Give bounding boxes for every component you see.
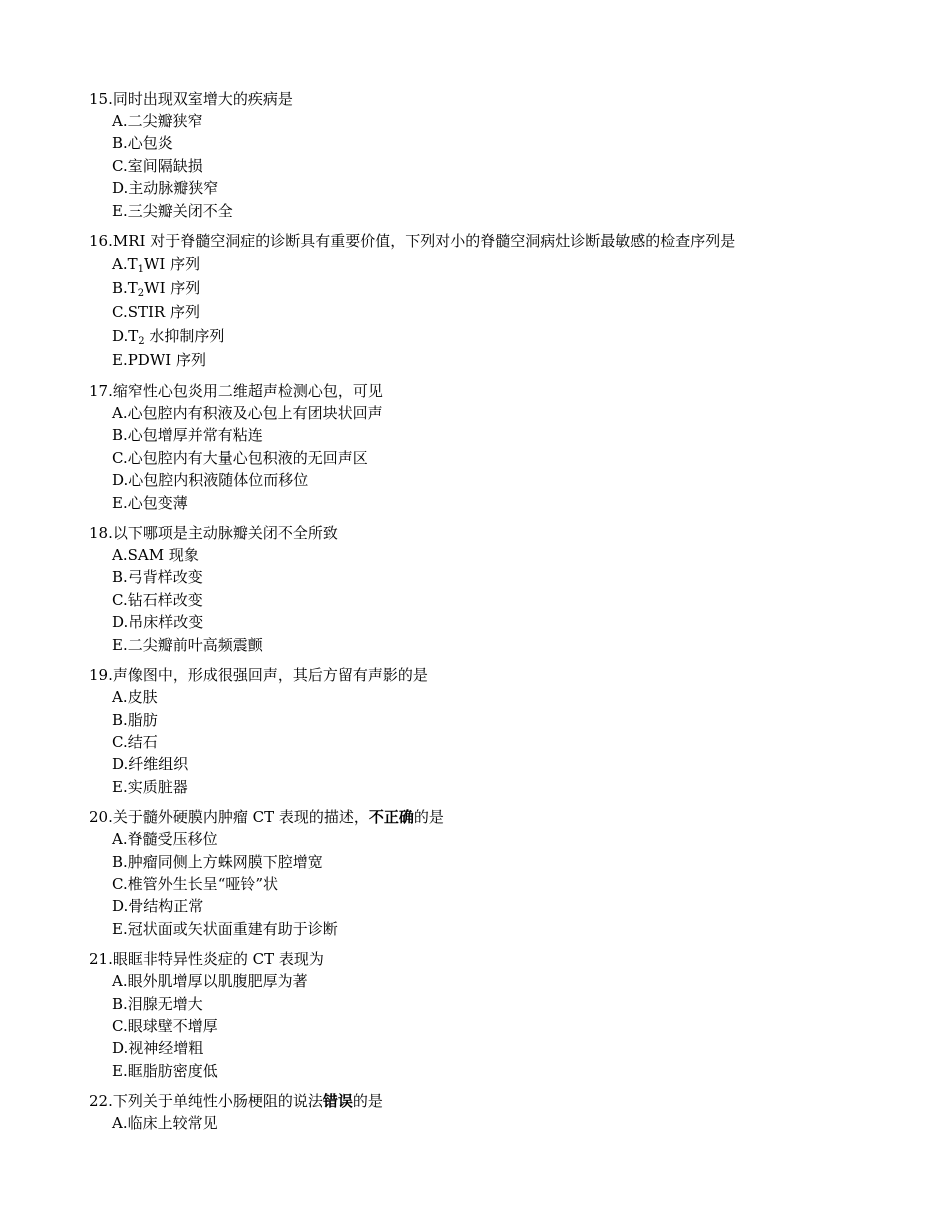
option-e: E.二尖瓣前叶高频震颤 (112, 635, 263, 654)
option-c: C.椎管外生长呈“哑铃”状 (112, 874, 279, 893)
option-d: D.主动脉瓣狭窄 (112, 179, 219, 198)
option-e: E.冠状面或矢状面重建有助于诊断 (112, 919, 338, 938)
option-list (89, 252, 889, 372)
option-a: $A.T_1WI$ 序列 (112, 255, 201, 276)
option-b: B.弓背样改变 (112, 568, 203, 587)
option-a: A.二尖瓣狭窄 (112, 112, 203, 130)
option-c: C.眼球壁不增厚 (112, 1016, 218, 1035)
option-a: A.SAM 现象 (112, 546, 199, 565)
option-list (89, 828, 889, 940)
option-c: C.STIR 序列 (112, 303, 200, 322)
option-b: B.泪腺无增大 (112, 994, 203, 1013)
option-list (89, 544, 889, 656)
question-21 (89, 948, 889, 1082)
question-stem: 19.声像图中，形成很强回声，其后方留有声影的是 (89, 666, 428, 685)
option-e: E.实质脏器 (112, 777, 188, 796)
question-19 (89, 664, 889, 798)
exam-page (89, 88, 889, 1143)
option-e: E.心包变薄 (112, 493, 188, 512)
option-d: D.纤维组织 (112, 755, 189, 774)
option-a: A.脊髓受压移位 (112, 830, 218, 849)
option-list (89, 686, 889, 798)
option-b: B.心包炎 (112, 134, 173, 153)
option-b: B.心包增厚并常有粘连 (112, 426, 263, 445)
option-a: A.临床上较常见 (112, 1114, 218, 1133)
emphasis-text: 不正确 (368, 808, 414, 827)
option-c: C.结石 (112, 732, 158, 751)
question-16 (89, 230, 889, 372)
option-list (89, 970, 889, 1082)
option-b: B.脂肪 (112, 710, 158, 729)
option-d: $D.T_2$ 水抑制序列 (112, 327, 225, 348)
question-stem: 20.关于髓外硬膜内肿瘤 CT 表现的描述，不正确的是 (89, 808, 444, 827)
option-e: E.PDWI 序列 (112, 351, 206, 370)
question-stem: 16.MRI 对于脊髓空洞症的诊断具有重要价值，下列对小的脊髓空洞病灶诊断最敏感的检查序列是 (89, 232, 736, 251)
option-list (89, 402, 889, 514)
question-15 (89, 88, 889, 222)
option-d: D.视神经增粗 (112, 1039, 204, 1058)
option-a: A.心包腔内有积液及心包上有团块状回声 (112, 404, 383, 423)
question-stem: 21.眼眶非特异性炎症的 CT 表现为 (89, 950, 324, 969)
option-e: E.眶脂肪密度低 (112, 1061, 218, 1080)
option-list (89, 110, 889, 222)
emphasis-text: 错误 (322, 1092, 353, 1111)
option-d: D.骨结构正常 (112, 897, 204, 916)
question-18 (89, 522, 889, 656)
question-22 (89, 1090, 889, 1134)
option-e: E.三尖瓣关闭不全 (112, 201, 233, 220)
option-list (89, 1112, 889, 1134)
option-b: B.肿瘤同侧上方蛛网膜下腔增宽 (112, 852, 323, 871)
question-stem: 18.以下哪项是主动脉瓣关闭不全所致 (89, 524, 338, 543)
question-stem: 17.缩窄性心包炎用二维超声检测心包，可见 (89, 382, 383, 401)
option-c: C.室间隔缺损 (112, 156, 203, 175)
option-b: $B.T_2WI$ 序列 (112, 279, 201, 300)
option-a: A.皮肤 (112, 688, 158, 707)
option-d: D.心包腔内积液随体位而移位 (112, 471, 309, 490)
question-20 (89, 806, 889, 940)
option-d: D.吊床样改变 (112, 613, 204, 632)
question-stem: 15.同时出现双室增大的疾病是 (89, 90, 293, 108)
option-a: A.眼外肌增厚以肌腹肥厚为著 (112, 972, 308, 991)
question-17 (89, 380, 889, 514)
option-c: C.钻石样改变 (112, 590, 203, 609)
option-c: C.心包腔内有大量心包积液的无回声区 (112, 448, 368, 467)
question-stem: 22.下列关于单纯性小肠梗阻的说法错误的是 (89, 1092, 383, 1111)
